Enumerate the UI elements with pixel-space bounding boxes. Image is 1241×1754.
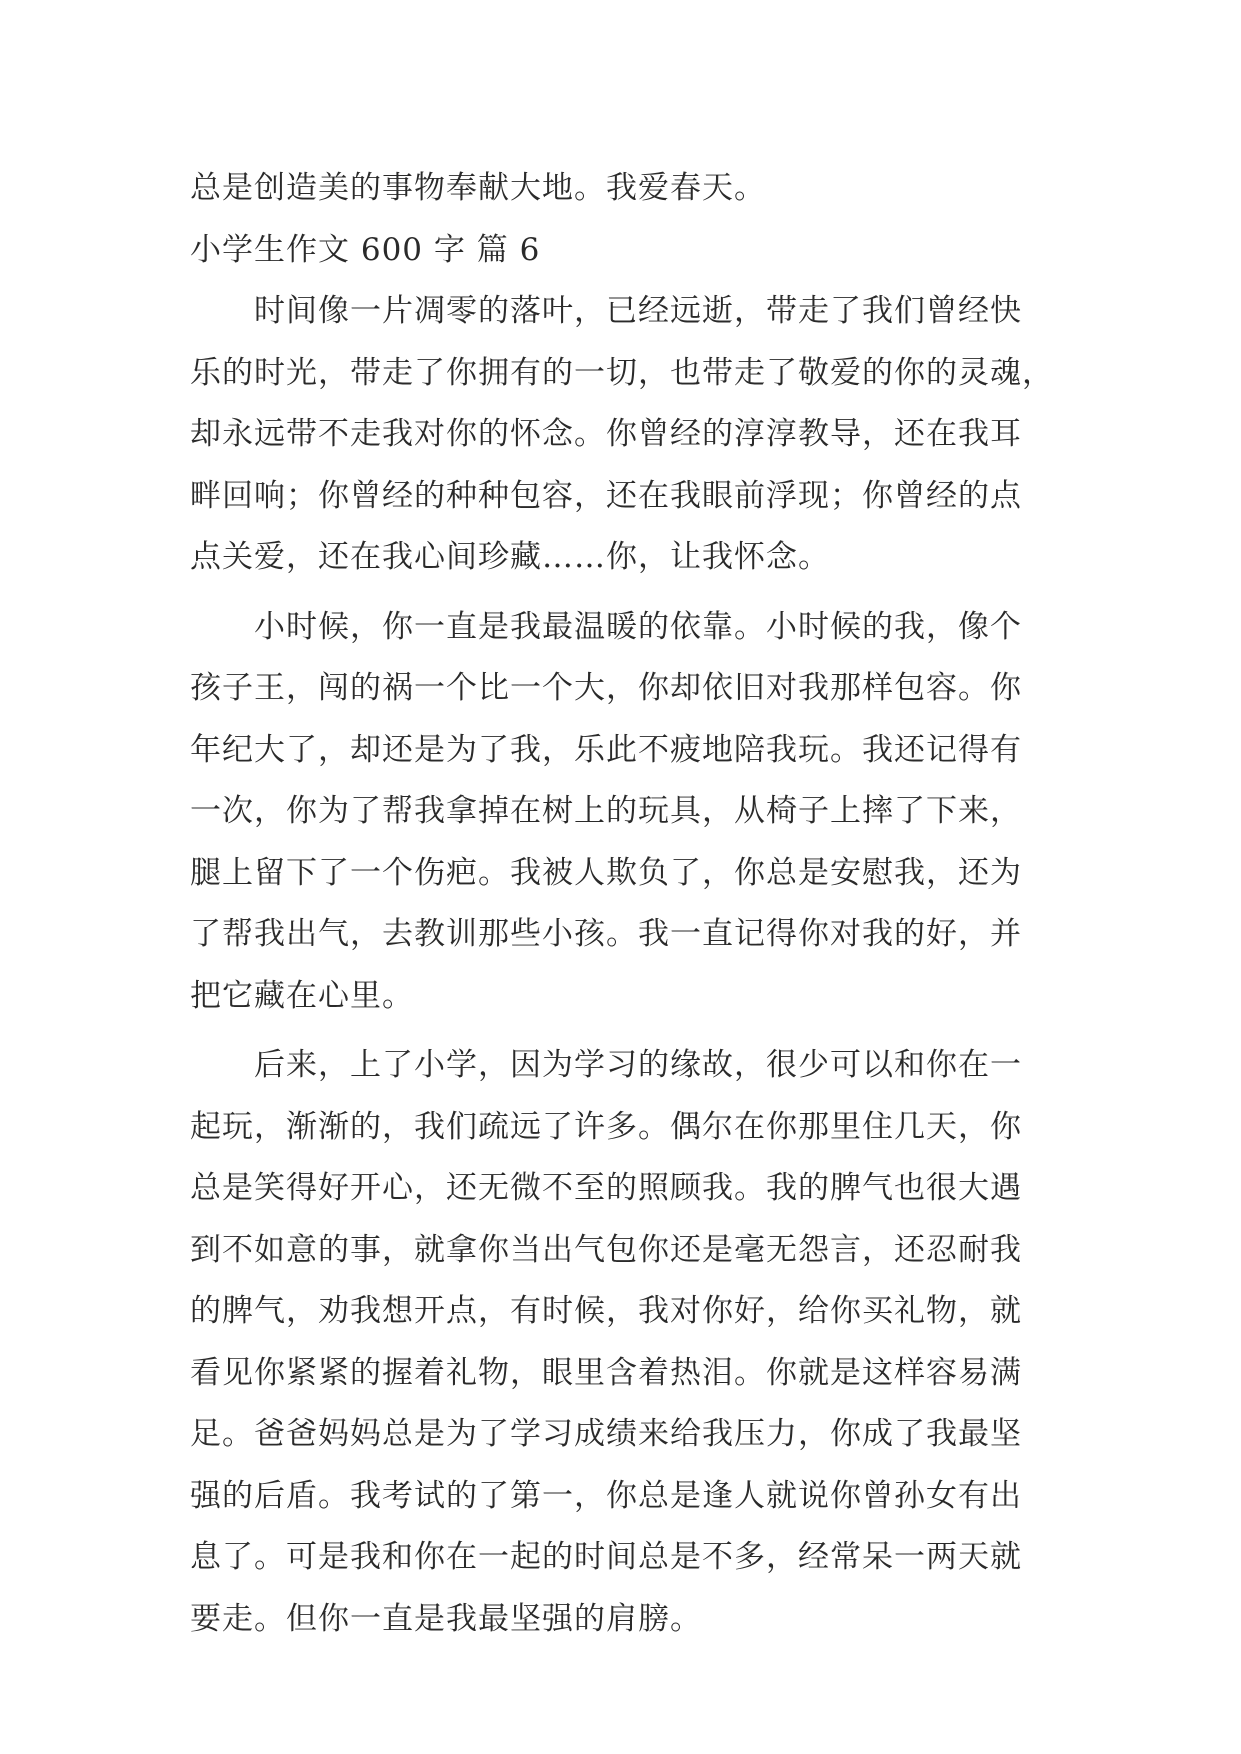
- paragraph-line: 小时候，你一直是我最温暖的依靠。小时候的我，像个: [190, 608, 1022, 645]
- intro-line: 总是创造美的事物奉献大地。我爱春天。: [190, 170, 766, 206]
- paragraph-line: 却永远带不走我对你的怀念。你曾经的淳淳教导，还在我耳: [190, 416, 1022, 452]
- paragraph-line: 一次，你为了帮我拿掉在树上的玩具，从椅子上摔了下来，: [190, 793, 1022, 829]
- document-body: [190, 158, 1070, 1650]
- paragraph-2: [190, 597, 1070, 1028]
- paragraph-line: 看见你紧紧的握着礼物，眼里含着热泪。你就是这样容易满: [190, 1354, 1022, 1391]
- paragraph-gap: [190, 1027, 1070, 1035]
- paragraph-line: 到不如意的事，就拿你当出气包你还是毫无怨言，还忍耐我: [190, 1231, 1022, 1268]
- paragraph-3: [190, 1035, 1070, 1650]
- paragraph-line: 要走。但你一直是我最坚强的肩膀。: [190, 1600, 702, 1637]
- paragraph-line: 点关爱，还在我心间珍藏……你，让我怀念。: [190, 539, 830, 575]
- paragraph-line: 息了。可是我和你在一起的时间总是不多，经常呆一两天就: [190, 1539, 1022, 1575]
- paragraph-line: 了帮我出气，去教训那些小孩。我一直记得你对我的好，并: [190, 916, 1022, 952]
- paragraph-line: 畔回响；你曾经的种种包容，还在我眼前浮现；你曾经的点: [190, 477, 1022, 514]
- paragraph-line: 把它藏在心里。: [190, 977, 414, 1014]
- essay-heading: 小学生作文 600 字 篇 6: [190, 231, 541, 268]
- paragraph-line: 孩子王，闯的祸一个比一个大，你却依旧对我那样包容。你: [190, 670, 1022, 706]
- paragraph-gap: [190, 589, 1070, 597]
- paragraph-line: 起玩，渐渐的，我们疏远了许多。偶尔在你那里住几天，你: [190, 1108, 1022, 1145]
- paragraph-line: 时间像一片凋零的落叶，已经远逝，带走了我们曾经快: [190, 293, 1022, 329]
- paragraph-line: 乐的时光，带走了你拥有的一切，也带走了敬爱的你的灵魂，: [190, 354, 1054, 391]
- paragraph-line: 腿上留下了一个伤疤。我被人欺负了，你总是安慰我，还为: [190, 854, 1022, 891]
- paragraph-line: 后来，上了小学，因为学习的缘故，很少可以和你在一: [190, 1047, 1022, 1083]
- paragraph-1: [190, 281, 1070, 589]
- paragraph-line: 年纪大了，却还是为了我，乐此不疲地陪我玩。我还记得有: [190, 731, 1022, 768]
- paragraph-line: 总是笑得好开心，还无微不至的照顾我。我的脾气也很大遇: [190, 1170, 1022, 1206]
- paragraph-line: 的脾气，劝我想开点，有时候，我对你好，给你买礼物，就: [190, 1293, 1022, 1329]
- paragraph-line: 强的后盾。我考试的了第一，你总是逢人就说你曾孙女有出: [190, 1477, 1022, 1514]
- paragraph-line: 足。爸爸妈妈总是为了学习成绩来给我压力，你成了我最坚: [190, 1416, 1022, 1452]
